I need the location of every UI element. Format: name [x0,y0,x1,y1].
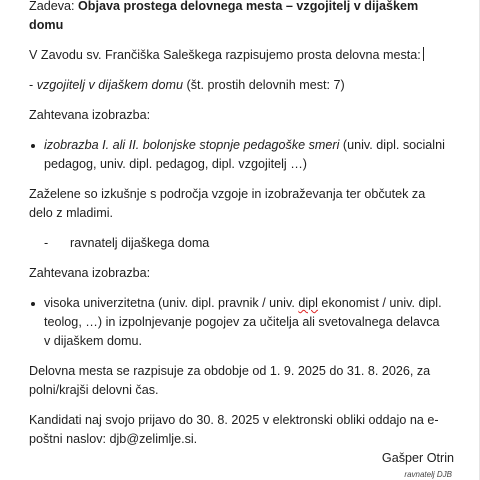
subject-line [29,0,449,35]
subject-title: Objava prostega delovnega mesta – vzgojitelj v dijaškem domu [29,0,419,32]
position-2 [44,234,449,253]
application-paragraph: Kandidati naj svojo prijavo do 30. 8. 2025 v elektronski obliki oddajo na e-poštni naslov: djb@zelimlje.si. [29,413,439,446]
subject-prefix: Zadeva: [29,0,79,13]
intro-paragraph[interactable] [29,46,449,65]
intro-text: V Zavodu sv. Frančiška Saleškega razpisujemo prosta delovna mesta: [29,48,421,62]
education-2-item-b: ekonomist / univ. dipl. teolog, …) in izpolnjevanje pogojev za učitelja ali svetovalnega delavca v dijaškem domu. [44,296,442,348]
bullet-icon [31,302,35,306]
signature-role: ravnatelj DJB [404,470,452,479]
position-2-name: ravnatelj dijaškega doma [70,236,210,250]
position-2-dash: - [44,236,49,250]
bullet-icon [31,144,35,148]
education-2-item-a: visoka univerzitetna (univ. dipl. pravnik / univ. [44,296,299,310]
education-2-item [29,294,449,351]
experience-paragraph: Zaželene so izkušnje s področja vzgoje in izobraževanja ter občutek za delo z mladimi. [29,187,426,220]
education-1-item-rest: (univ. dipl. socialni pedagog, univ. dipl. pedagog, dipl. vzgojitelj …) [44,138,445,171]
document-body [29,0,449,449]
position-1-name: vzgojitelj v dijaškem domu [36,78,183,92]
position-1-dash: - [29,78,37,92]
period-paragraph: Delovna mesta se razpisuje za obdobje od 1. 9. 2025 do 31. 8. 2026, za polni/krajši delovni čas. [29,364,431,397]
position-1-count: (št. prostih delovnih mest: 7) [183,78,345,92]
education-1-item-italic: izobrazba I. ali II. bolonjske stopnje pedagoške smeri [44,138,340,152]
education-1-item [29,136,449,174]
education-2-heading: Zahtevana izobrazba: [29,266,151,280]
education-1-heading: Zahtevana izobrazba: [29,108,151,122]
spellcheck-flagged-word[interactable]: dipl [298,296,318,310]
signature-name: Gašper Otrin [381,451,454,465]
position-1 [29,76,449,95]
text-cursor [423,47,424,61]
